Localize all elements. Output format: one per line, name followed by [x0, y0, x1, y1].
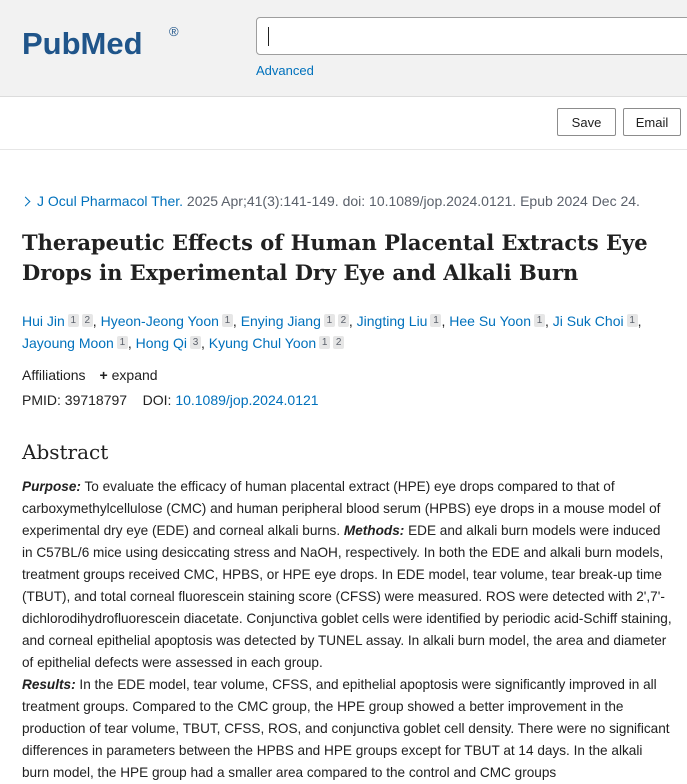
- methods-text: EDE and alkali burn models were induced in C57BL/6 mice using desiccating stress and NaOH, respectively. In both the EDE and alkali burn models, treatment groups received CMC, HPBS, or HPE eye drops. In EDE model, tear volume, tear break-up time (TBUT), and total corneal fluorescein staining score (CFSS) were measured. ROS were detected with 2',7'-dichlorodihydrofluorescein diacetate. Conjunctiva goblet cells were identified by periodic acid-Schiff staining, and corneal epithelial apoptosis was detected by TUNEL assay. In alkali burn model, the area and diameter of epithelial defects were assessed in each group.: [22, 523, 672, 670]
- doi-link[interactable]: 10.1089/jop.2024.0121: [175, 392, 319, 408]
- affiliation-number[interactable]: 1: [534, 314, 545, 327]
- save-button[interactable]: Save: [557, 108, 616, 136]
- results-text: In the EDE model, tear volume, CFSS, and epithelial apoptosis were significantly improved in all treatment groups. Compared to the CMC group, the HPE group showed a better improvement in the production of tear volume, TBUT, CFSS, ROS, and conjunctiva goblet cell density. There were no significant differences in parameters between the HPBS and HPE groups except for TBUT at 14 days. In the alkali burn model, the HPE group had a smaller area compared to the control and CMC groups: [22, 677, 670, 780]
- affiliations-row: [22, 367, 158, 383]
- svg-text:®: ®: [169, 24, 179, 39]
- affiliation-number[interactable]: 2: [333, 336, 344, 349]
- citation-details: 2025 Apr;41(3):141-149. doi: 10.1089/jop.2024.0121. Epub 2024 Dec 24.: [186, 193, 640, 209]
- affiliation-number[interactable]: 1: [627, 314, 638, 327]
- methods-label: Methods:: [343, 523, 405, 538]
- author-link[interactable]: Jingting Liu: [356, 313, 428, 329]
- email-button[interactable]: Email: [623, 108, 681, 136]
- author-link[interactable]: Hong Qi: [135, 335, 187, 351]
- doi-label: DOI:: [142, 392, 172, 408]
- expand-toggle[interactable]: expand: [111, 367, 158, 383]
- pmid-value: 39718797: [64, 392, 128, 408]
- affiliation-number[interactable]: 1: [430, 314, 441, 327]
- affiliation-number[interactable]: 1: [324, 314, 335, 327]
- affiliation-number[interactable]: 2: [338, 314, 349, 327]
- chevron-right-icon[interactable]: [21, 197, 31, 207]
- author-link[interactable]: Hui Jin: [22, 313, 65, 329]
- svg-text:PubMed: PubMed: [22, 26, 143, 61]
- author-link[interactable]: Jayoung Moon: [22, 335, 114, 351]
- pubmed-logo[interactable]: [22, 14, 192, 70]
- advanced-search-link[interactable]: Advanced: [256, 63, 314, 78]
- author-link[interactable]: Enying Jiang: [240, 313, 321, 329]
- affiliation-number[interactable]: 1: [222, 314, 233, 327]
- author-link[interactable]: Hee Su Yoon: [449, 313, 531, 329]
- purpose-text: To evaluate the efficacy of human placental extract (HPE) eye drops compared to that of carboxymethylcellulose (CMC) and human peripheral blood serum (HPBS) eye drops in a mouse model of experimental dry eye (EDE) and corneal alkali burns.: [22, 479, 661, 538]
- journal-link[interactable]: J Ocul Pharmacol Ther.: [37, 193, 184, 209]
- site-header: [0, 0, 687, 97]
- abstract-body: [22, 476, 672, 784]
- affiliation-number[interactable]: 1: [68, 314, 79, 327]
- author-link[interactable]: Ji Suk Choi: [552, 313, 624, 329]
- plus-icon[interactable]: +: [99, 367, 108, 383]
- article-title: Therapeutic Effects of Human Placental Extracts Eye Drops in Experimental Dry Eye and Alkali Burn: [22, 230, 648, 285]
- purpose-label: Purpose:: [22, 479, 81, 494]
- pmid-label: PMID:: [22, 392, 61, 408]
- text-cursor: [268, 27, 269, 46]
- affiliation-number[interactable]: 2: [82, 314, 93, 327]
- affiliations-label: Affiliations: [22, 367, 86, 383]
- citation-line: [22, 193, 640, 209]
- abstract-heading: Abstract: [22, 440, 109, 464]
- search-input[interactable]: [256, 17, 687, 55]
- affiliation-number[interactable]: 1: [319, 336, 330, 349]
- author-link[interactable]: Hyeon-Jeong Yoon: [100, 313, 219, 329]
- results-label: Results:: [22, 677, 76, 692]
- affiliation-number[interactable]: 3: [190, 336, 201, 349]
- affiliation-number[interactable]: 1: [117, 336, 128, 349]
- identifiers-row: [22, 392, 319, 408]
- author-list: Hui Jin 1 2 , Hyeon-Jeong Yoon 1 , Enying Jiang 1 2 , Jingting Liu 1 , Hee Su Yoon 1 , Ji Suk Choi 1 , Jayoung Moon 1 , Hong Qi 3 , Kyung Chul Yoon 1 2: [22, 313, 642, 351]
- author-link[interactable]: Kyung Chul Yoon: [208, 335, 317, 351]
- action-toolbar: [0, 97, 687, 150]
